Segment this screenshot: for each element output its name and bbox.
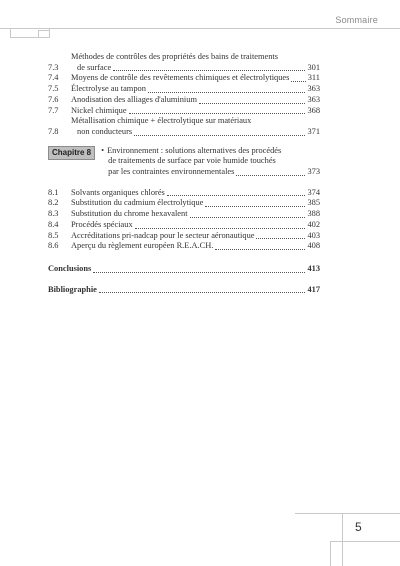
toc-entry-title: Substitution du chrome hexavalent [71,209,188,219]
chapter-heading [48,146,320,178]
leader-dots [215,248,305,250]
toc-section-7-list [48,52,320,138]
toc-entry-number: 7.3 [48,62,59,72]
toc-entry-line [71,52,320,63]
toc-entry[interactable] [48,52,320,73]
toc-entry-page: 403 [307,230,320,240]
toc-entry-page: 388 [307,209,320,219]
toc-entry-title: Méthodes de contrôles des propriétés des bains de traitements [71,52,278,61]
chapter-bullet: • [101,145,105,155]
toc-entry-page: 408 [307,241,320,251]
chapter-page: 373 [307,167,320,177]
toc-entry-title: non conducteurs [77,126,133,136]
chapter-title-block [101,146,320,178]
toc-entry[interactable] [48,116,320,137]
toc-entry[interactable] [48,106,320,117]
leader-dots [291,80,305,82]
toc-entry-number: 8.2 [48,198,59,208]
toc-section-8-list [48,188,320,252]
toc-entry[interactable] [48,95,320,106]
toc-conclusions[interactable] [48,264,320,275]
chapter-title-line [101,146,320,157]
toc-entry-body [71,188,320,199]
toc-entry-line [71,84,320,95]
toc-entry-page: 371 [307,126,320,136]
leader-dots [93,271,305,273]
leader-dots [99,291,306,293]
toc-bibliographie[interactable] [48,285,320,296]
header-rule [0,28,400,29]
leader-dots [113,69,305,71]
toc-entry-number: 8.4 [48,219,59,229]
toc-entry-title: Aperçu du règlement européen R.E.A.CH. [71,241,214,251]
leader-dots [205,205,305,207]
toc-entry[interactable] [48,73,320,84]
leader-dots [148,91,306,93]
footer-corner-line-v [342,513,343,566]
toc-entry-line [71,116,320,127]
toc-entry-number: 7.6 [48,94,59,104]
leader-dots [135,227,306,229]
chapter-title-line-2: de traitements de surface par voie humide touchés [108,156,276,166]
toc-entry-body [71,220,320,231]
footer-corner-line-h [295,513,400,514]
toc-entry-page: 402 [307,219,320,229]
footer-corner-line-h2 [330,541,400,542]
leader-dots [129,112,306,114]
bibliographie-page: 417 [307,284,320,294]
toc-entry[interactable] [48,241,320,252]
toc-entry[interactable] [48,188,320,199]
toc-entry-page: 374 [307,187,320,197]
toc-entry-title: de surface [77,62,112,72]
toc-entry-line [71,209,320,220]
toc-entry-title: Procédés spéciaux [71,219,133,229]
page-number: 5 [355,520,362,534]
header-corner-box-small [38,30,50,38]
leader-dots [190,216,306,218]
toc-entry-body [71,198,320,209]
running-header-title: Sommaire [335,15,378,25]
toc-entry-line [71,127,320,138]
toc-entry-number: 7.4 [48,73,59,83]
toc-entry-number: 8.1 [48,187,59,197]
chapter-title-line [101,156,320,167]
toc-entry-body [71,73,320,84]
toc-entry-number: 7.5 [48,84,59,94]
toc-entry-body [71,241,320,252]
toc-entry[interactable] [48,231,320,242]
toc-entry-title: Nickel chimique [71,105,127,115]
toc-entry-page: 368 [307,105,320,115]
toc-entry-page: 301 [307,62,320,72]
toc-entry-line [71,188,320,199]
toc-entry-page: 311 [307,73,320,83]
toc-entry-number: 8.3 [48,209,59,219]
leader-dots [134,134,305,136]
bibliographie-label: Bibliographie [48,284,97,294]
toc-entry-number: 8.5 [48,230,59,240]
leader-dots [167,194,306,196]
toc-entry-line [71,95,320,106]
toc-entry-line [71,63,320,74]
toc-entry-title: Métallisation chimique + électrolytique sur matériaux [71,116,252,126]
leader-dots [256,237,305,239]
toc-entry-title: Anodisation des alliages d'aluminium [71,94,197,104]
toc-entry[interactable] [48,84,320,95]
conclusions-label: Conclusions [48,263,92,273]
toc-entry[interactable] [48,220,320,231]
toc-entry-body [71,209,320,220]
toc-entry[interactable] [48,209,320,220]
table-of-contents [48,52,320,295]
chapter-tag: Chapitre 8 [48,146,95,160]
toc-entry-body [71,106,320,117]
toc-entry-page: 363 [307,94,320,104]
toc-entry-title: Moyens de contrôle des revêtements chimiques et électrolytiques [71,73,290,83]
toc-entry-title: Substitution du cadmium électrolytique [71,198,204,208]
chapter-title-line-1: Environnement : solutions alternatives des procédés [107,145,282,155]
toc-entry-line [71,220,320,231]
leader-dots [199,102,305,104]
toc-entry-number: 7.7 [48,105,59,115]
toc-entry-body [71,95,320,106]
leader-dots [236,174,305,176]
conclusions-page: 413 [307,263,320,273]
toc-entry-body [71,231,320,242]
chapter-title-line [101,167,320,178]
toc-entry-title: Solvants organiques chlorés [71,187,165,197]
toc-entry-line [71,73,320,84]
toc-entry-body [71,116,320,137]
toc-entry-line [71,241,320,252]
toc-entry-number: 8.6 [48,241,59,251]
toc-entry-body [71,84,320,95]
toc-entry-body [71,52,320,73]
toc-entry-title: Accréditations pri-nadcap pour le secteur aéronautique [71,230,255,240]
toc-entry-line [71,231,320,242]
toc-entry[interactable] [48,198,320,209]
chapter-title-line-3: par les contraintes environnementales [108,167,235,177]
toc-entry-page: 363 [307,84,320,94]
toc-entry-page: 385 [307,198,320,208]
toc-entry-line [71,198,320,209]
toc-entry-number: 7.8 [48,126,59,136]
toc-entry-title: Électrolyse au tampon [71,84,146,94]
footer-corner-line-v2 [330,541,331,566]
toc-entry-line [71,106,320,117]
